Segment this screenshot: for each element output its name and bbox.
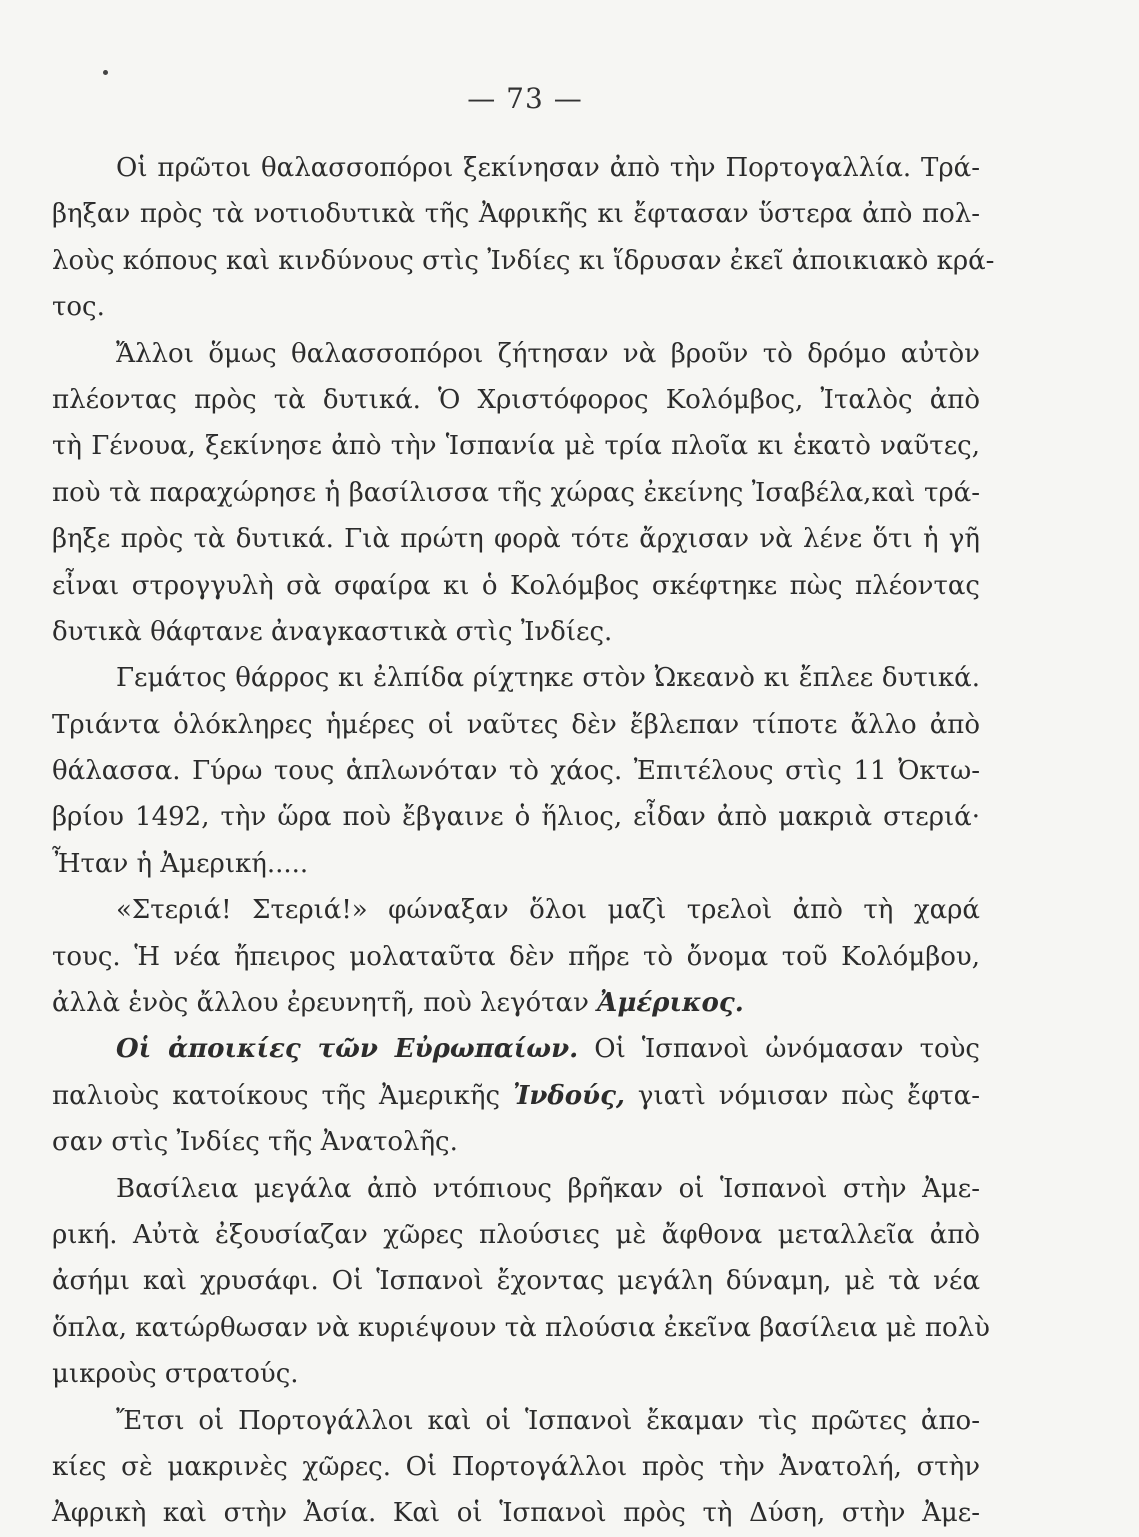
section-heading: Οἱ ἀποικίες τῶν Εὐρωπαίων. — [116, 1034, 579, 1065]
text-line — [52, 145, 980, 191]
line-text: Ἔτσι οἱ Πορτογάλλοι καὶ οἱ Ἱσπανοὶ ἔκαμαν τὶς πρῶτες ἀπο- — [116, 1405, 980, 1436]
line-text: εἶναι στρογγυλὴ σὰ σφαίρα κι ὁ Κολόμβος σκέφτηκε πὼς πλέοντας — [52, 570, 980, 601]
emphasized-term: Ἰνδούς, — [512, 1080, 625, 1111]
text-line — [52, 563, 980, 609]
line-text: τὴ Γένουα, ξεκίνησε ἀπὸ τὴν Ἱσπανία μὲ τρία πλοῖα κι ἑκατὸ ναῦτες, — [52, 431, 980, 462]
text-line — [52, 470, 980, 516]
line-text: Βασίλεια μεγάλα ἀπὸ ντόπιους βρῆκαν οἱ Ἱσπανοὶ στὴν Ἀμε- — [116, 1173, 980, 1204]
line-text: βρίου 1492, τὴν ὥρα ποὺ ἔβγαινε ὁ ἥλιος, εἶδαν ἀπὸ μακριὰ στεριά· — [52, 802, 980, 833]
line-text: ποὺ τὰ παραχώρησε ἡ βασίλισσα τῆς χώρας ἐκείνης Ἰσαβέλα,καὶ τρά- — [52, 477, 980, 508]
text-line — [52, 1119, 980, 1165]
text-line — [52, 331, 980, 377]
text-line — [52, 609, 980, 655]
text-line — [52, 702, 980, 748]
text-line — [52, 516, 980, 562]
line-text: τους. Ἡ νέα ἤπειρος μολαταῦτα δὲν πῆρε τὸ ὄνομα τοῦ Κολόμβου, — [52, 941, 980, 972]
line-text: παλιοὺς κατοίκους τῆς Ἀμερικῆς — [52, 1080, 501, 1111]
line-text: πλέοντας πρὸς τὰ δυτικά. Ὁ Χριστόφορος Κολόμβος, Ἰταλὸς ἀπὸ — [52, 384, 980, 415]
page-number: — 73 — — [467, 82, 583, 115]
text-line — [52, 1212, 980, 1258]
line-text: θάλασσα. Γύρω τους ἁπλωνόταν τὸ χάος. Ἐπιτέλους στὶς 11 Ὀκτω- — [52, 756, 980, 787]
line-text: μικροὺς στρατούς. — [52, 1359, 299, 1390]
line-text: κίες σὲ μακρινὲς χῶρες. Οἱ Πορτογάλλοι πρὸς τὴν Ἀνατολή, στὴν — [52, 1451, 980, 1482]
text-line — [52, 238, 995, 284]
text-line — [52, 934, 980, 980]
body-text — [52, 145, 995, 1537]
line-text-tail: γιατὶ νόμισαν πὼς ἔφτα- — [637, 1080, 981, 1111]
text-line — [52, 1351, 980, 1397]
text-line — [52, 1490, 980, 1536]
line-text: Ἄλλοι ὅμως θαλασσοπόροι ζήτησαν νὰ βροῦν τὸ δρόμο αὐτὸν — [116, 338, 980, 369]
line-text: βηξαν πρὸς τὰ νοτιοδυτικὰ τῆς Ἀφρικῆς κι ἔφτασαν ὕστερα ἀπὸ πολ- — [52, 199, 980, 230]
line-text: Οἱ πρῶτοι θαλασσοπόροι ξεκίνησαν ἀπὸ τὴν Πορτογαλλία. Τρά- — [116, 153, 980, 183]
text-line — [52, 841, 980, 887]
line-text: τος. — [52, 292, 105, 323]
line-text: δυτικὰ θάφτανε ἀναγκαστικὰ στὶς Ἰνδίες. — [52, 616, 613, 647]
text-line — [52, 1305, 990, 1351]
text-line — [52, 887, 980, 933]
emphasized-term: Ἀμέρικος. — [597, 988, 744, 1019]
line-text: Οἱ Ἱσπανοὶ ὠνόμασαν τοὺς — [594, 1034, 980, 1065]
text-line — [52, 377, 980, 423]
text-line — [52, 1073, 980, 1119]
text-line — [52, 748, 980, 794]
text-line — [52, 980, 980, 1026]
line-text: «Στεριά! Στεριά!» φώναξαν ὅλοι μαζὶ τρελοὶ ἀπὸ τὴ χαρά — [116, 895, 980, 926]
text-line — [52, 284, 980, 330]
line-text: ὅπλα, κατώρθωσαν νὰ κυριέψουν τὰ πλούσια ἐκεῖνα βασίλεια μὲ πολὺ — [52, 1312, 990, 1343]
text-line — [52, 1166, 980, 1212]
text-line — [52, 1398, 980, 1444]
line-text: Ἀφρικὴ καὶ στὴν Ἀσία. Καὶ οἱ Ἱσπανοὶ πρὸς τὴ Δύση, στὴν Ἀμε- — [52, 1498, 980, 1529]
line-text: Γεμάτος θάρρος κι ἐλπίδα ρίχτηκε στὸν Ὠκεανὸ κι ἔπλεε δυτικά. — [116, 663, 980, 694]
line-text: Ἦταν ἡ Ἀμερική..... — [52, 848, 309, 879]
text-line — [52, 655, 980, 701]
text-line — [52, 191, 980, 237]
line-text: ἀσήμι καὶ χρυσάφι. Οἱ Ἱσπανοὶ ἔχοντας μεγάλη δύναμη, μὲ τὰ νέα — [52, 1266, 980, 1297]
line-text: λοὺς κόπους καὶ κινδύνους στὶς Ἰνδίες κι ἵδρυσαν ἐκεῖ ἀποικιακὸ κρά- — [52, 245, 995, 276]
text-line — [52, 794, 980, 840]
line-text: σαν στὶς Ἰνδίες τῆς Ἀνατολῆς. — [52, 1127, 458, 1158]
line-text: βηξε πρὸς τὰ δυτικά. Γιὰ πρώτη φορὰ τότε ἄρχισαν νὰ λένε ὅτι ἡ γῆ — [52, 524, 980, 555]
text-line — [52, 1258, 980, 1304]
line-text: Τριάντα ὁλόκληρες ἡμέρες οἱ ναῦτες δὲν ἔβλεπαν τίποτε ἄλλο ἀπὸ — [52, 709, 980, 740]
text-line — [52, 1444, 980, 1490]
line-text: ρική. Αὐτὰ ἐξουσίαζαν χῶρες πλούσιες μὲ ἄφθονα μεταλλεῖα ἀπὸ — [52, 1219, 980, 1250]
text-line — [52, 423, 980, 469]
line-text: ἀλλὰ ἑνὸς ἄλλου ἐρευνητῆ, ποὺ λεγόταν — [52, 988, 589, 1019]
text-line — [52, 1026, 980, 1072]
print-speck — [103, 70, 108, 75]
